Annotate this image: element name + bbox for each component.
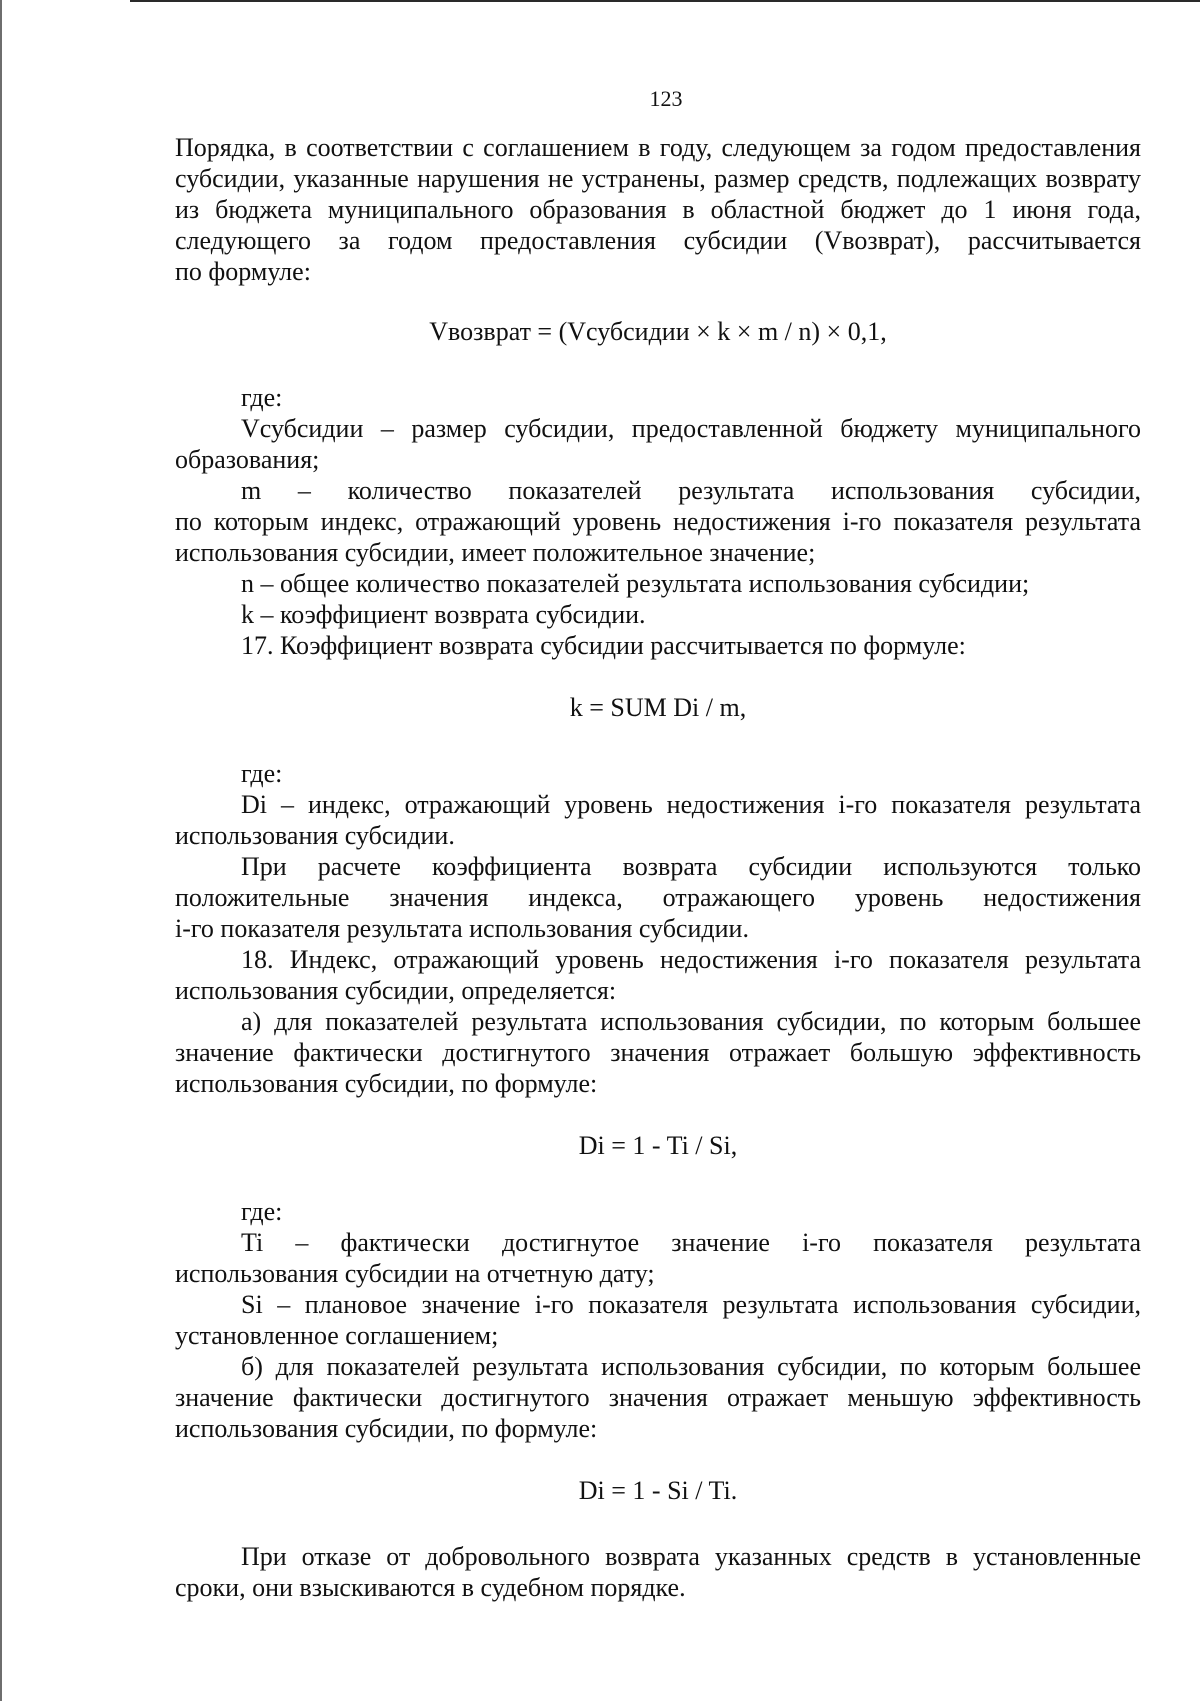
case-a-line-2: значение фактически достигнутого значения отражает большую эффективность: [175, 1038, 1141, 1067]
formula-k: k = SUM Di / m,: [569, 693, 747, 722]
document-body: [175, 132, 1141, 1603]
def-ti-line-2: использования субсидии на отчетную дату;: [175, 1259, 655, 1288]
item-17: 17. Коэффициент возврата субсидии рассчитывается по формуле:: [241, 631, 966, 660]
formula-di-b: Di = 1 - Si / Ti.: [578, 1476, 738, 1505]
def-si-line-2: установленное соглашением;: [175, 1321, 499, 1350]
page-number: 123: [649, 86, 683, 111]
def-v-line-1: Vсубсидии – размер субсидии, предоставленной бюджету муниципального: [241, 414, 1141, 443]
def-m-line-2: по которым индекс, отражающий уровень недостижения i-го показателя результата: [175, 507, 1141, 536]
final-line-1: При отказе от добровольного возврата указанных средств в установленные: [241, 1542, 1141, 1571]
scan-edge-left: [0, 0, 2, 1701]
where-label-2: где:: [241, 759, 283, 788]
def-v-line-2: образования;: [175, 445, 320, 474]
case-a-line-3: использования субсидии, по формуле:: [175, 1069, 598, 1098]
note-line-2: положительные значения индекса, отражающего уровень недостижения: [175, 883, 1141, 912]
where-label-3: где:: [241, 1197, 283, 1226]
def-n: n – общее количество показателей результата использования субсидии;: [241, 569, 1030, 598]
note-line-1: При расчете коэффициента возврата субсидии используются только: [241, 852, 1141, 881]
def-di-line-1: Di – индекс, отражающий уровень недостижения i-го показателя результата: [241, 790, 1141, 819]
case-b-line-3: использования субсидии, по формуле:: [175, 1414, 598, 1443]
case-b-line-2: значение фактически достигнутого значения отражает меньшую эффективность: [175, 1383, 1141, 1412]
note-line-3: i-го показателя результата использования субсидии.: [175, 914, 749, 943]
def-di-line-2: использования субсидии.: [175, 821, 455, 850]
scan-edge-top: [130, 0, 1200, 2]
case-a-line-1: а) для показателей результата использования субсидии, по которым большее: [241, 1007, 1141, 1036]
item-18-line-2: использования субсидии, определяется:: [175, 976, 617, 1005]
case-b-line-1: б) для показателей результата использования субсидии, по которым большее: [241, 1352, 1141, 1381]
final-line-2: сроки, они взыскиваются в судебном порядке.: [175, 1573, 686, 1602]
intro-line-5: по формуле:: [175, 257, 311, 286]
intro-line-4: следующего за годом предоставления субсидии (Vвозврат), рассчитывается: [175, 226, 1141, 255]
def-k: k – коэффициент возврата субсидии.: [241, 600, 646, 629]
where-label-1: где:: [241, 383, 283, 412]
item-18-line-1: 18. Индекс, отражающий уровень недостижения i-го показателя результата: [241, 945, 1141, 974]
intro-line-1: Порядка, в соответствии с соглашением в году, следующем за годом предоставления: [175, 133, 1141, 162]
def-ti-line-1: Ti – фактически достигнутое значение i-го показателя результата: [241, 1228, 1141, 1257]
def-si-line-1: Si – плановое значение i-го показателя результата использования субсидии,: [241, 1290, 1141, 1319]
intro-line-3: из бюджета муниципального образования в областной бюджет до 1 июня года,: [175, 195, 1141, 224]
def-m-line-1: m – количество показателей результата использования субсидии,: [241, 476, 1141, 505]
formula-v-return: Vвозврат = (Vсубсидии × k × m / n) × 0,1,: [429, 317, 887, 346]
formula-di-a: Di = 1 - Ti / Si,: [578, 1131, 738, 1160]
def-m-line-3: использования субсидии, имеет положительное значение;: [175, 538, 816, 567]
intro-line-2: субсидии, указанные нарушения не устранены, размер средств, подлежащих возврату: [175, 164, 1141, 193]
